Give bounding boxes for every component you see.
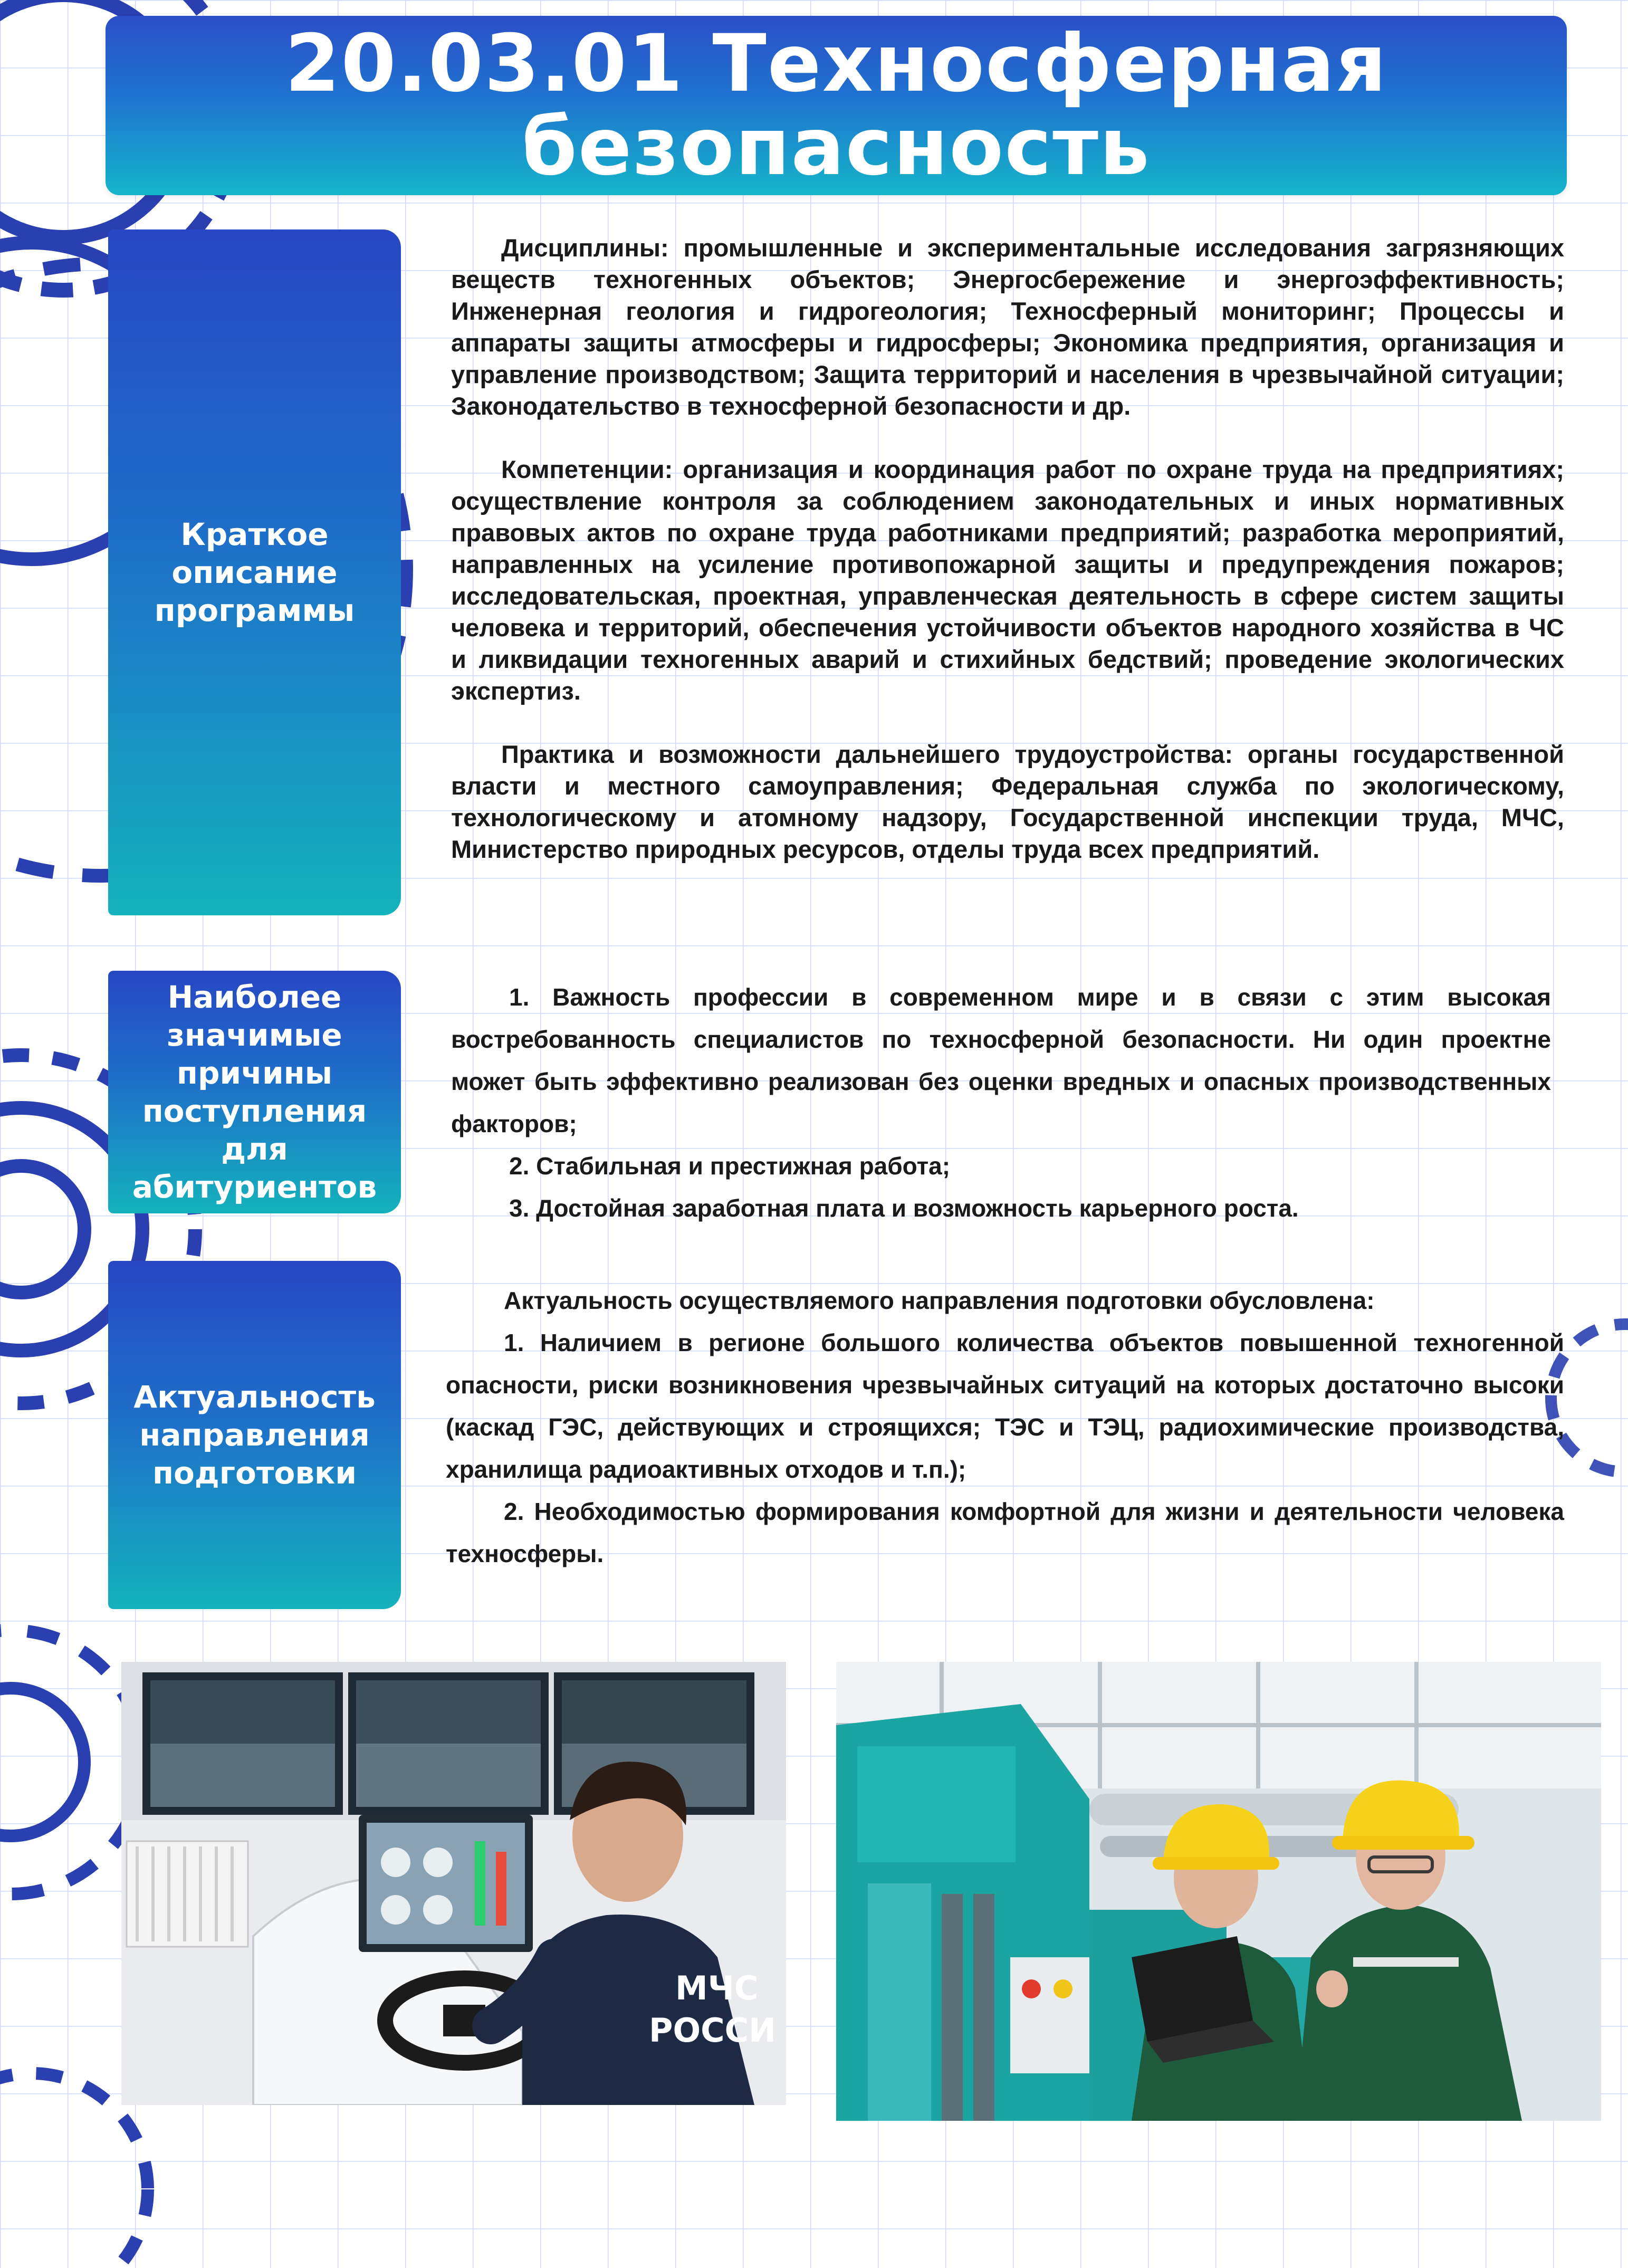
- disciplines-text: промышленные и экспериментальные исследования загрязняющих веществ техногенных объектов; Энергосбережение и энергоэффективность; Инженерная геология и гидрогеология; Техносферный мониторинг; Процессы и аппараты защиты атмосферы и гидросферы; Экономика предприятия, организация и управление производством; Защита территорий и населения в чрезвычайной ситуации; Законодательство в техносферной безопасности и др.: [451, 234, 1564, 420]
- page-title-line-1: 20.03.01 Техносферная: [285, 18, 1387, 110]
- section-label-reasons-text: Наиболее значимые причины поступления для абитуриентов: [132, 979, 377, 1205]
- reason-item-2: 2. Стабильная и престижная работа;: [509, 1152, 951, 1180]
- jacket-text-1: МЧС: [675, 1969, 759, 2007]
- section-label-program: [108, 229, 401, 915]
- reasons-section: [451, 976, 1551, 1229]
- practice-text: органы государственной власти и местного самоуправления; Федеральная служба по экологическому, технологическому и атомному надзору, Государственной инспекции труда, МЧС, Министерство природных ресурсов, отделы труда всех предприятий.: [451, 740, 1565, 863]
- program-section: [451, 232, 1564, 865]
- page-title-line-2: безопасность: [522, 101, 1151, 193]
- disciplines-paragraph: [451, 232, 1564, 422]
- jacket-text-2: РОССИ: [649, 2011, 777, 2050]
- practice-paragraph: [451, 739, 1564, 865]
- section-label-actuality-text: Актуальность направления подготовки: [133, 1379, 376, 1491]
- actuality-intro: Актуальность осуществляемого направления подготовки обусловлена:: [504, 1287, 1375, 1314]
- practice-lead: Практика и возможности дальнейшего трудоустройства:: [501, 740, 1233, 768]
- section-label-actuality: [108, 1261, 401, 1609]
- actuality-item-1: 1. Наличием в регионе большого количества объектов повышенной техногенной опасности, риски возникновения чрезвычайных ситуаций на которых достаточно высоки (каскад ГЭС, действующих и строящихся; ТЭС и ТЭЦ, радиохимические производства, хранилища радиоактивных отходов и т.п.);: [446, 1329, 1564, 1483]
- photo-engineers-hardhats: [836, 1662, 1601, 2121]
- actuality-section: [446, 1279, 1564, 1575]
- competencies-lead: Компетенции:: [501, 455, 673, 483]
- reason-item-1: 1. Важность профессии в современном мире и в связи с этим высокая востребованность специалистов по техносферной безопасности. Ни один проектне может быть эффективно реализован без оценки вредных и опасных производственных факторов;: [451, 983, 1551, 1137]
- reason-item-3: 3. Достойная заработная плата и возможность карьерного роста.: [509, 1194, 1299, 1222]
- section-label-reasons: [108, 971, 401, 1213]
- disciplines-lead: Дисциплины:: [501, 234, 669, 262]
- actuality-item-2: 2. Необходимостью формирования комфортной для жизни и деятельности человека техносферы.: [446, 1498, 1564, 1567]
- photo-simulator-operator: [121, 1662, 786, 2105]
- title-banner: [106, 16, 1567, 195]
- competencies-paragraph: [451, 454, 1564, 707]
- section-label-program-text: Краткое описание программы: [154, 516, 355, 628]
- competencies-text: организация и координация работ по охране труда на предприятиях; осуществление контроля за соблюдением законодательных и иных нормативных правовых актов по охране труда работниками предприятий; разработка мероприятий, направленных на усиление противопожарной защиты и предупреждения пожаров; исследовательская, проектная, управленческая деятельность в сфере систем защиты человека и территорий, обеспечения устойчивости объектов народного хозяйства в ЧС и ликвидации техногенных аварий и стихийных бедствий; проведение экологических экспертиз.: [451, 455, 1564, 705]
